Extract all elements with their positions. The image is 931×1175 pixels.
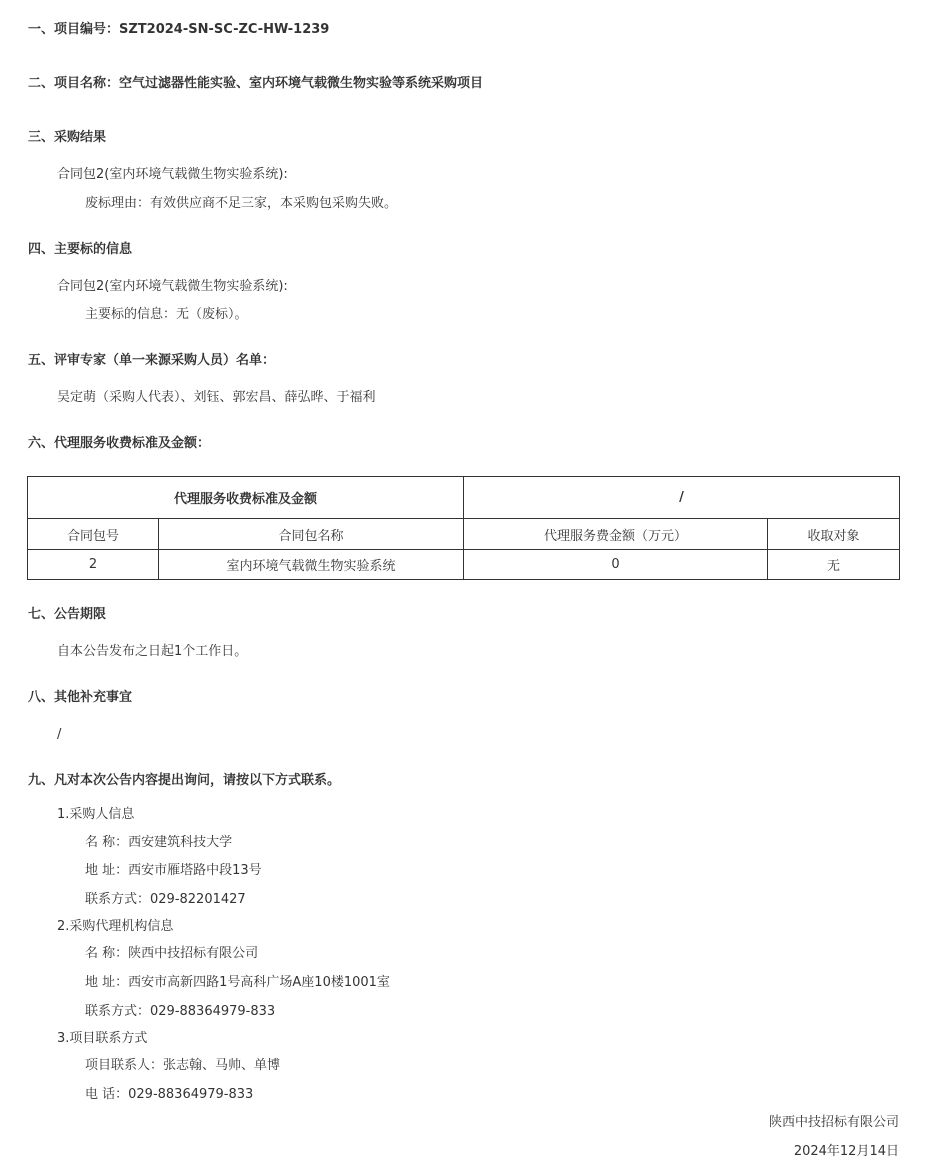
result-reason: 废标理由：有效供应商不足三家，本采购包采购失败。 xyxy=(85,196,398,211)
table-column-row xyxy=(28,519,900,550)
section-experts: 五、评审专家（单一来源采购人员）名单： xyxy=(28,353,276,368)
column-package-no: 合同包号 xyxy=(28,519,159,550)
agency-phone: 联系方式：029-88364979-833 xyxy=(85,1004,276,1019)
section-notice-period: 七、公告期限 xyxy=(28,607,107,622)
subject-package: 合同包2(室内环境气载微生物实验系统): xyxy=(57,279,288,294)
footer-date: 2024年12月14日 xyxy=(793,1144,899,1159)
agency-fee-table xyxy=(27,476,900,580)
agency-name: 名 称：陕西中技招标有限公司 xyxy=(85,946,259,961)
column-charged-party: 收取对象 xyxy=(768,519,900,550)
notice-period-text: 自本公告发布之日起1个工作日。 xyxy=(57,644,248,659)
purchaser-info-title: 1.采购人信息 xyxy=(57,807,135,822)
column-fee-amount: 代理服务费金额（万元） xyxy=(464,519,768,550)
purchaser-phone: 联系方式：029-82201427 xyxy=(85,892,246,907)
agency-address: 地 址：西安市高新四路1号高科广场A座10楼1001室 xyxy=(85,975,390,990)
section-procurement-result: 三、采购结果 xyxy=(28,130,107,145)
fee-standard-header: 代理服务收费标准及金额 xyxy=(28,477,464,519)
cell-fee-amount: 0 xyxy=(464,550,768,580)
result-package: 合同包2(室内环境气载微生物实验系统): xyxy=(57,167,288,182)
experts-list: 吴定萌（采购人代表）、刘钰、郭宏昌、薛弘晔、于福利 xyxy=(57,390,376,405)
project-contact-title: 3.项目联系方式 xyxy=(57,1031,148,1046)
other-matters-text: / xyxy=(57,727,62,742)
project-contacts: 项目联系人：张志翰、马帅、单博 xyxy=(85,1058,281,1073)
cell-package-no: 2 xyxy=(28,550,159,580)
footer-company: 陕西中技招标有限公司 xyxy=(768,1115,899,1130)
purchaser-address: 地 址：西安市雁塔路中段13号 xyxy=(85,863,262,878)
fee-standard-value: / xyxy=(464,477,900,519)
section-project-name: 二、项目名称：空气过滤器性能实验、室内环境气载微生物实验等系统采购项目 xyxy=(28,76,484,91)
section-agency-fee: 六、代理服务收费标准及金额： xyxy=(28,436,211,451)
section-main-subject: 四、主要标的信息 xyxy=(28,242,133,257)
subject-info: 主要标的信息：无（废标）。 xyxy=(85,307,248,322)
table-row xyxy=(28,550,900,580)
purchaser-name: 名 称：西安建筑科技大学 xyxy=(85,835,233,850)
section-project-number: 一、项目编号：SZT2024-SN-SC-ZC-HW-1239 xyxy=(28,22,330,37)
project-phone: 电 话：029-88364979-833 xyxy=(85,1087,254,1102)
cell-package-name: 室内环境气载微生物实验系统 xyxy=(159,550,464,580)
cell-charged-party: 无 xyxy=(768,550,900,580)
column-package-name: 合同包名称 xyxy=(159,519,464,550)
agency-info-title: 2.采购代理机构信息 xyxy=(57,919,174,934)
section-other-matters: 八、其他补充事宜 xyxy=(28,690,133,705)
section-contact: 九、凡对本次公告内容提出询问，请按以下方式联系。 xyxy=(28,773,341,788)
table-header-row xyxy=(28,477,900,519)
